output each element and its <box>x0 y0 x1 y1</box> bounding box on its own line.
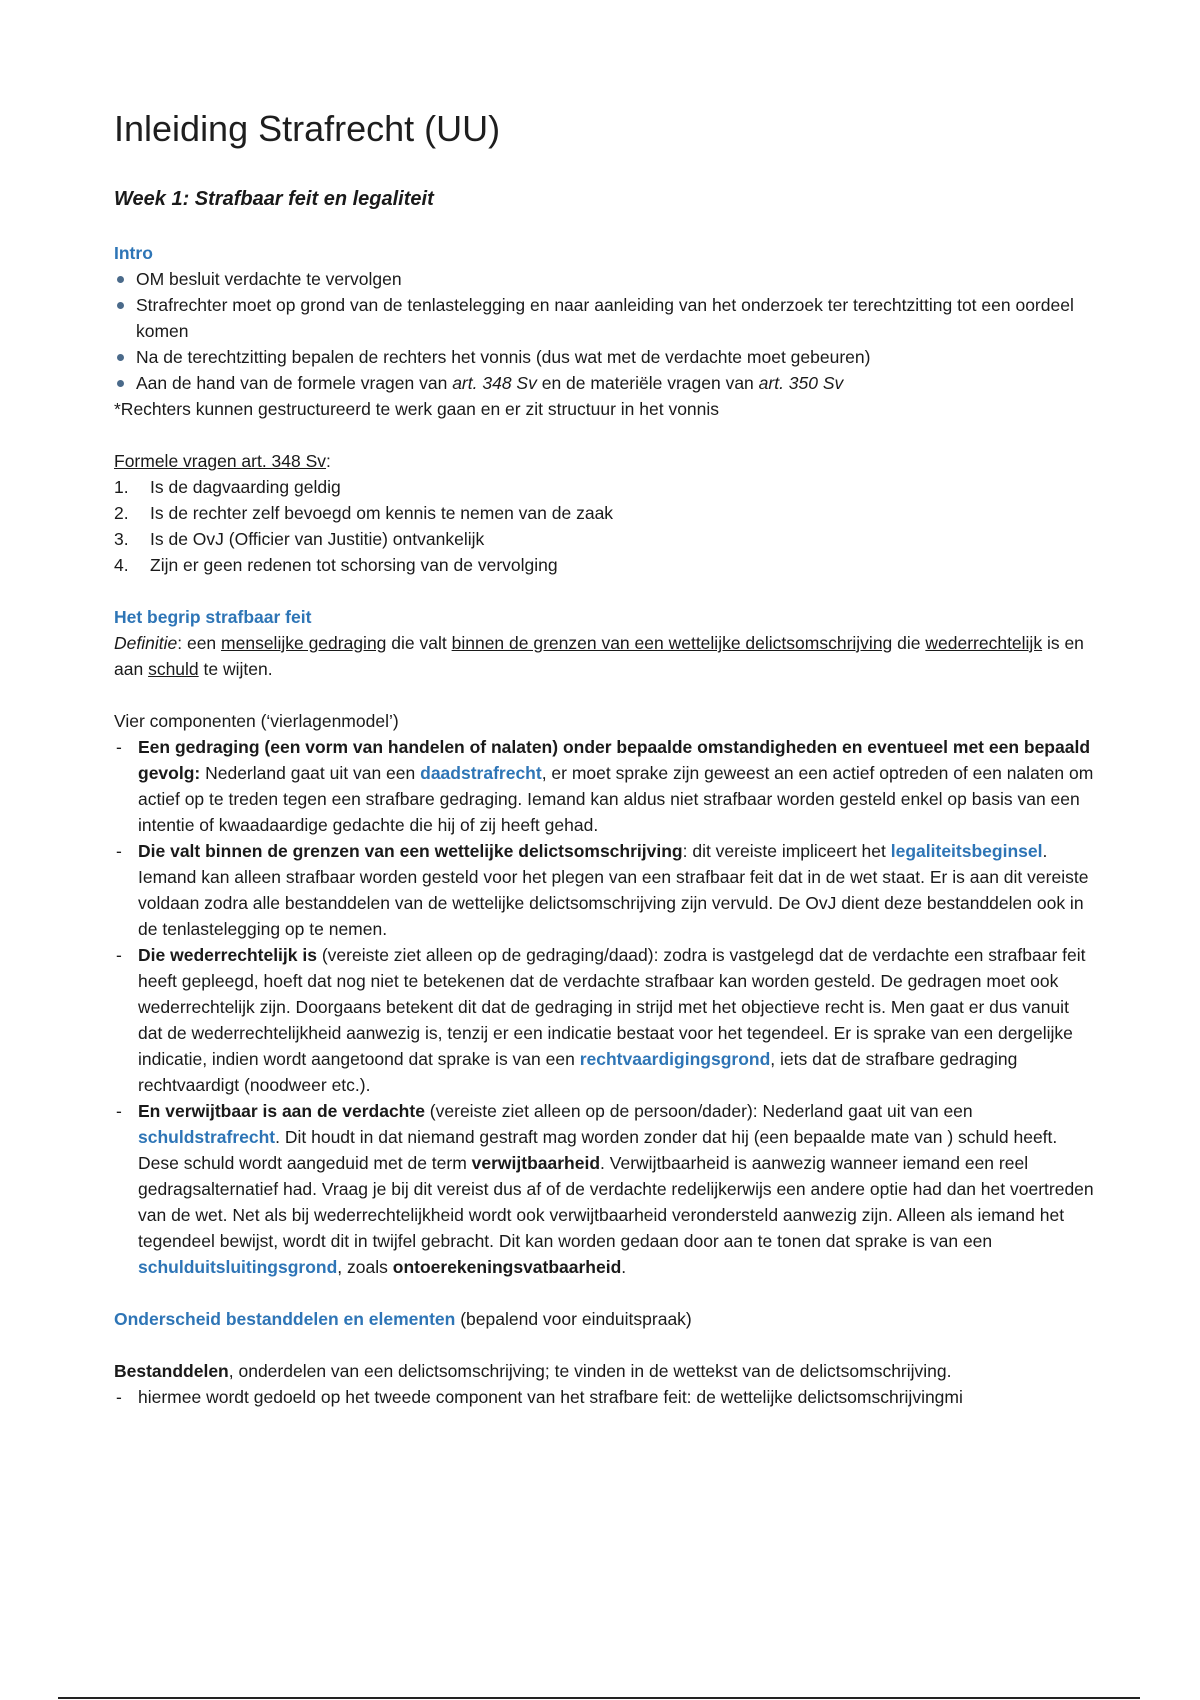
text-run: , zoals <box>337 1257 393 1277</box>
bestanddelen-list <box>114 1384 1094 1410</box>
document-body <box>114 240 1094 1410</box>
bold-term: En verwijtbaar is aan de verdachte <box>138 1101 425 1121</box>
bold-term: Bestanddelen <box>114 1361 229 1381</box>
underlined-term: binnen de grenzen van een wettelijke delictsomschrijving <box>451 633 893 653</box>
text-run: (vereiste ziet alleen op de persoon/dader): Nederland gaat uit van een <box>424 1101 973 1121</box>
underlined-term: menselijke gedraging <box>221 633 387 653</box>
item-number: 3. <box>114 529 129 549</box>
text-run: Aan de hand van de formele vragen van <box>136 373 453 393</box>
article-ref: art. 350 Sv <box>758 373 844 393</box>
item-number: 2. <box>114 503 129 523</box>
text-run: Nederland gaat uit van een <box>200 763 421 783</box>
bold-term: ontoerekeningsvatbaarheid <box>392 1257 622 1277</box>
document-title: Inleiding Strafrecht (UU) <box>114 108 501 149</box>
component-item <box>114 838 1094 942</box>
formele-heading <box>114 448 1094 474</box>
intro-bullet <box>114 370 1094 396</box>
text-run: (vereiste ziet alleen op de gedraging/daad): zodra is vastgelegd dat de verdachte een strafbaar feit heeft gepleegd, hoeft dat nog niet te betekenen dat de verdachte strafbaar kan worden gesteld. De gedragen moet ook wederrechtelijk zijn. Doorgaans betekent dit dat de gedraging in strijd met het objectieve recht is. Men gaat er dus vanuit dat de wederrechtelijkheid aanwezig is, tenzij er een indicatie bestaat voor het tegendeel. Er is sprake van een dergelijke indicatie, indien wordt aangetoond dat sprake is van een <box>138 945 1086 1069</box>
intro-bullet: Na de terechtzitting bepalen de rechters het vonnis (dus wat met de verdachte moet gebeuren) <box>114 344 1094 370</box>
intro-list <box>114 266 1094 396</box>
text-run: is en aan <box>114 633 1084 679</box>
begrip-heading: Het begrip strafbaar feit <box>114 607 312 627</box>
formele-item <box>114 526 1094 552</box>
text-run: die <box>892 633 926 653</box>
text-run: . Iemand kan alleen strafbaar worden gesteld voor het plegen van een strafbaar feit dat in de wet staat. Er is aan dit vereiste voldaan zodra alle bestanddelen van de wettelijke delictsomschrijving zijn vervuld. De OvJ dient deze bestanddelen ook in de tenlastelegging op te nemen. <box>138 841 1089 939</box>
bestanddelen-paragraph <box>114 1358 1094 1384</box>
component-item <box>114 734 1094 838</box>
text-run: , iets dat de strafbare gedraging rechtvaardigt (noodweer etc.). <box>138 1049 1018 1095</box>
bold-term: verwijtbaarheid <box>471 1153 601 1173</box>
definition-paragraph <box>114 630 1094 682</box>
highlight-term: daadstrafrecht <box>420 763 542 783</box>
underlined-term: wederrechtelijk <box>925 633 1043 653</box>
formele-item <box>114 552 1094 578</box>
colon: : <box>326 451 331 471</box>
onderscheid-subtext: (bepalend voor einduitspraak) <box>455 1309 692 1329</box>
page-bottom-rule <box>58 1697 1140 1699</box>
item-number: 1. <box>114 477 129 497</box>
item-text: Zijn er geen redenen tot schorsing van de vervolging <box>150 555 558 575</box>
highlight-term: schulduitsluitingsgrond <box>138 1257 338 1277</box>
vier-intro: Vier componenten (‘vierlagenmodel’) <box>114 711 399 731</box>
highlight-term: legaliteitsbeginsel <box>890 841 1043 861</box>
underlined-term: schuld <box>148 659 199 679</box>
intro-heading: Intro <box>114 243 153 263</box>
text-run: : dit vereiste impliceert het <box>682 841 891 861</box>
formele-item <box>114 474 1094 500</box>
text-run: , onderdelen van een delictsomschrijving; te vinden in de wettekst van de delictsomschrijving. <box>228 1361 952 1381</box>
article-ref: art. 348 Sv <box>452 373 537 393</box>
text-run: . Dit houdt in dat niemand gestraft mag worden zonder dat hij (een bepaalde mate van ) schuld heeft. Dese schuld wordt aangeduid met de term <box>138 1127 1058 1173</box>
component-item <box>114 942 1094 1098</box>
text-run: , er moet sprake zijn geweest an een actief optreden of een nalaten om actief op te treden tegen een strafbare gedraging. Iemand kan aldus niet strafbaar worden gesteld enkel op basis van een intentie of kwaadaardige gedachte die hij of zij heeft gehad. <box>138 763 1094 835</box>
text-run: die valt <box>386 633 452 653</box>
intro-bullet: Strafrechter moet op grond van de tenlastelegging en naar aanleiding van het onderzoek ter terechtzitting tot een oordeel komen <box>114 292 1094 344</box>
text-run: te wijten. <box>198 659 273 679</box>
highlight-term: schuldstrafrecht <box>138 1127 276 1147</box>
bold-term: Die wederrechtelijk is <box>138 945 317 965</box>
definition-label: Definitie <box>114 633 178 653</box>
bestanddelen-item: - hiermee wordt gedoeld op het tweede component van het strafbare feit: de wettelijke delictsomschrijvingmi <box>114 1384 1094 1410</box>
text-run: : een <box>177 633 222 653</box>
text-run: . Verwijtbaarheid is aanwezig wanneer iemand een reel gedragsalternatief had. Vraag je bij dit vereist dus af of de verdachte redelijkerwijs een andere optie had dan het voertreden van de wet. Net als bij wederrechtelijkheid wordt ook verwijtbaarheid verondersteld aanwezig zijn. Alleen als iemand het tegendeel bewijst, wordt dit in twijfel gebracht. Dit kan worden gedaan door aan te tonen dat sprake is van een <box>138 1153 1094 1251</box>
formele-heading-text: Formele vragen art. 348 Sv <box>114 451 327 471</box>
onderscheid-heading <box>114 1306 1094 1332</box>
onderscheid-heading-text: Onderscheid bestanddelen en elementen <box>114 1309 456 1329</box>
component-item <box>114 1098 1094 1280</box>
formele-list <box>114 474 1094 578</box>
components-list <box>114 734 1094 1280</box>
text-run: . <box>621 1257 627 1277</box>
intro-note: *Rechters kunnen gestructureerd te werk gaan en er zit structuur in het vonnis <box>114 399 720 419</box>
formele-item <box>114 500 1094 526</box>
text-run: en de materiële vragen van <box>536 373 759 393</box>
bold-term: Een gedraging (een vorm van handelen of nalaten) onder bepaalde omstandigheden en eventueel met een bepaald gevolg: <box>138 737 1091 783</box>
item-number: 4. <box>114 555 129 575</box>
item-text: Is de OvJ (Officier van Justitie) ontvankelijk <box>150 529 485 549</box>
week-heading: Week 1: Strafbaar feit en legaliteit <box>114 188 434 210</box>
item-text: Is de rechter zelf bevoegd om kennis te nemen van de zaak <box>150 503 614 523</box>
intro-bullet: OM besluit verdachte te vervolgen <box>114 266 1094 292</box>
bold-term: Die valt binnen de grenzen van een wettelijke delictsomschrijving <box>138 841 683 861</box>
item-text: Is de dagvaarding geldig <box>150 477 341 497</box>
highlight-term: rechtvaardigingsgrond <box>579 1049 771 1069</box>
